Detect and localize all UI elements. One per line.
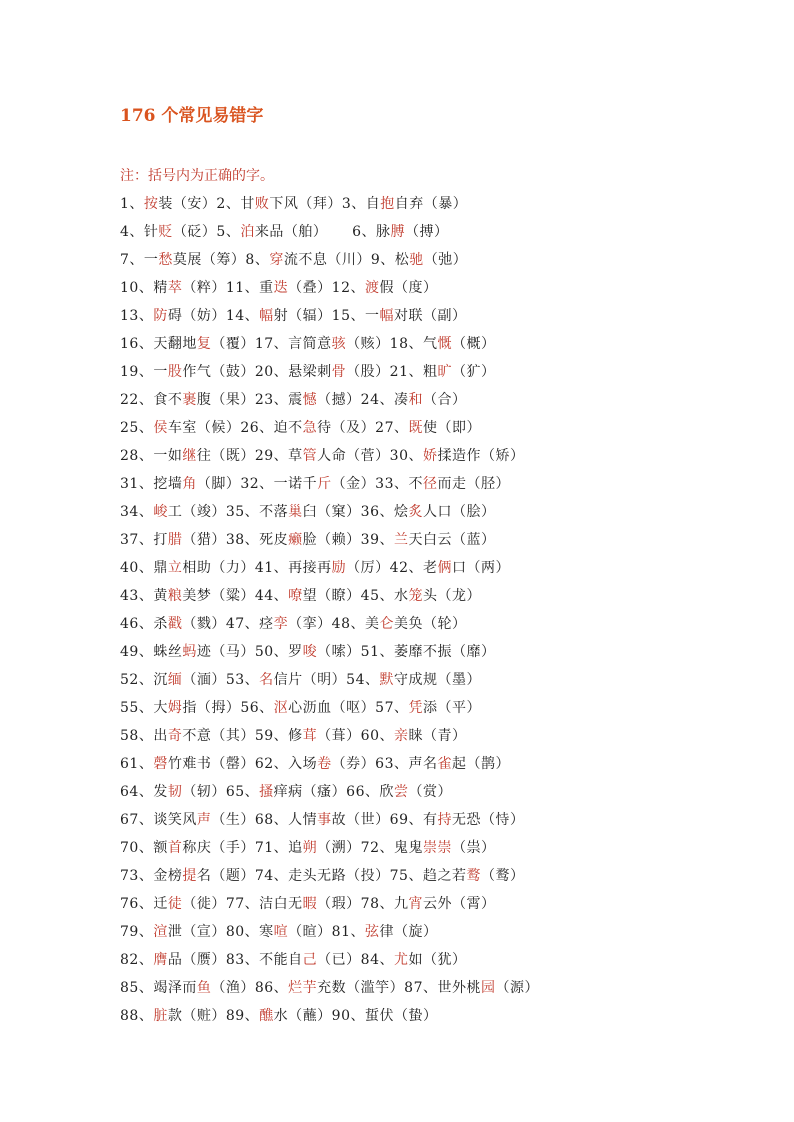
wrong-char: 萃 — [167, 280, 183, 296]
wrong-char: 凭 — [408, 700, 423, 716]
line-text: 头（龙） — [422, 588, 481, 604]
line-text: （瑕）78、九 — [317, 896, 409, 912]
line-text: 口（两） — [451, 560, 510, 576]
wrong-char: 愁 — [158, 252, 173, 268]
wrong-char: 戳 — [167, 616, 183, 632]
line-text: （叠）12、 — [288, 280, 365, 296]
line-text: （粹）11、重 — [182, 280, 274, 296]
wrong-char: 抱 — [380, 196, 395, 212]
wrong-char: 急 — [302, 420, 318, 436]
line-text: （挛）48、美 — [288, 616, 380, 632]
wrong-char: 暇 — [302, 896, 318, 912]
line-text: 58、出 — [120, 728, 168, 744]
wrong-char: 渲 — [153, 924, 168, 940]
wrong-char: 和 — [408, 392, 423, 408]
line-text: 人口（脍） — [422, 504, 496, 520]
line-text: 假（度） — [379, 280, 438, 296]
wrong-char: 贬 — [158, 224, 173, 240]
line-text: （股）21、粗 — [346, 364, 438, 380]
wrong-char: 尤 — [393, 952, 409, 968]
line-text: 脸（赖）39、 — [302, 532, 394, 548]
line-text: （合） — [422, 392, 467, 408]
wrong-char: 慨 — [437, 336, 452, 352]
line-text: 品（赝）83、不能自 — [167, 952, 303, 968]
line-text: 指（拇）56、 — [182, 700, 274, 716]
line-text: 31、挖墙 — [120, 476, 183, 492]
line-text: 10、精 — [120, 280, 168, 296]
line-text: （湎）53、 — [182, 672, 260, 688]
line-text: 称庆（手）71、追 — [182, 840, 303, 856]
wrong-char: 斤 — [317, 476, 332, 492]
wrong-char: 烂芋 — [288, 980, 318, 996]
line-text: （溯）72、鬼鬼 — [317, 840, 423, 856]
wrong-char: 搔 — [259, 784, 274, 800]
line-text: （嗦）51、萎靡不振（靡） — [317, 644, 496, 660]
wrong-char: 沤 — [273, 700, 289, 716]
line-text: 70、额 — [120, 840, 168, 856]
line-text: 揉造作（矫） — [437, 448, 525, 464]
list-item — [120, 1006, 760, 1034]
wrong-char: 园 — [480, 980, 496, 996]
wrong-char: 励 — [331, 560, 347, 576]
list-item — [120, 698, 760, 726]
line-text: 碍（妨）14、 — [167, 308, 260, 324]
wrong-char: 脏 — [153, 1008, 168, 1024]
wrong-char: 徒 — [167, 896, 183, 912]
list-item — [120, 558, 760, 586]
list-item — [120, 334, 760, 362]
wrong-char: 防 — [153, 308, 168, 324]
wrong-char: 缅 — [167, 672, 183, 688]
line-text: 泄（宣）80、寒 — [167, 924, 274, 940]
wrong-char: 朔 — [302, 840, 318, 856]
wrong-char: 韧 — [167, 784, 183, 800]
wrong-char: 角 — [182, 476, 197, 492]
list-item — [120, 502, 760, 530]
wrong-char: 崇崇 — [422, 840, 452, 856]
line-text: 痒病（瘙）66、欣 — [273, 784, 394, 800]
note-text: 注：括号内为正确的字。 — [120, 168, 274, 184]
line-text: 望（瞭）45、水 — [302, 588, 409, 604]
wrong-char: 渡 — [364, 280, 380, 296]
wrong-char: 姆 — [167, 700, 183, 716]
wrong-char: 裹 — [182, 392, 197, 408]
wrong-char: 雀 — [437, 756, 452, 772]
line-text: 云外（霄） — [422, 896, 496, 912]
list-item — [120, 222, 760, 250]
wrong-char: 憾 — [302, 392, 318, 408]
line-text: 7、一 — [120, 252, 159, 268]
wrong-char: 巢 — [288, 504, 303, 520]
wrong-char: 亲 — [393, 728, 409, 744]
line-text: （猎）38、死皮 — [182, 532, 289, 548]
wrong-char: 鹜 — [466, 868, 481, 884]
line-text: 流不息（川）9、松 — [283, 252, 410, 268]
list-item — [120, 950, 760, 978]
line-text: 腹（果）23、震 — [196, 392, 303, 408]
wrong-char: 提 — [182, 868, 197, 884]
line-text: 工（竣）35、不落 — [167, 504, 289, 520]
wrong-char: 俩 — [437, 560, 452, 576]
wrong-char: 复 — [196, 336, 212, 352]
list-item — [120, 894, 760, 922]
line-text: （徙）77、洁白无 — [182, 896, 303, 912]
line-text: 88、 — [120, 1008, 154, 1024]
list-item — [120, 586, 760, 614]
wrong-char: 茸 — [302, 728, 318, 744]
line-text: 作气（鼓）20、悬梁刺 — [182, 364, 332, 380]
line-text: 天白云（蓝） — [408, 532, 496, 548]
wrong-char: 事 — [317, 812, 332, 828]
wrong-char: 膺 — [153, 952, 168, 968]
line-text: 射（辐）15、一 — [273, 308, 380, 324]
line-text: 79、 — [120, 924, 154, 940]
line-text: 相助（力）41、再接再 — [182, 560, 332, 576]
list-item — [120, 530, 760, 558]
wrong-char: 败 — [254, 196, 270, 212]
line-text: 不意（其）59、修 — [182, 728, 303, 744]
wrong-char: 驰 — [409, 252, 424, 268]
line-text: （渔）86、 — [211, 980, 289, 996]
wrong-char: 股 — [167, 364, 183, 380]
line-text: 装（安）2、甘 — [158, 196, 255, 212]
line-text: 美奂（轮） — [393, 616, 467, 632]
line-text: 心沥血（呕）57、 — [288, 700, 409, 716]
line-text: （金）33、不 — [331, 476, 423, 492]
wrong-char: 孪 — [273, 616, 289, 632]
wrong-char: 持 — [437, 812, 452, 828]
wrong-char: 立 — [167, 560, 183, 576]
line-text: （生）68、人情 — [211, 812, 318, 828]
line-text: （暄）81、 — [288, 924, 365, 940]
line-text: 19、一 — [120, 364, 168, 380]
list-item — [120, 306, 760, 334]
line-text: （覆）17、言简意 — [211, 336, 332, 352]
line-text: 律（旋） — [379, 924, 438, 940]
wrong-char: 泊 — [240, 224, 255, 240]
list-item — [120, 278, 760, 306]
wrong-char: 卷 — [317, 756, 332, 772]
wrong-char: 径 — [422, 476, 438, 492]
list-item — [120, 866, 760, 894]
line-text: 莫展（筹）8、 — [172, 252, 270, 268]
line-text: （祟） — [451, 840, 496, 856]
wrong-char: 骇 — [331, 336, 347, 352]
line-text: 信片（明）54、 — [273, 672, 380, 688]
wrong-char: 嘹 — [288, 588, 303, 604]
line-text: 下风（拜）3、自 — [269, 196, 381, 212]
line-text: 34、 — [120, 504, 154, 520]
line-text: 40、鼎 — [120, 560, 168, 576]
line-text: 16、天翻地 — [120, 336, 197, 352]
line-text: 22、食不 — [120, 392, 183, 408]
wrong-char: 峻 — [153, 504, 168, 520]
list-item — [120, 670, 760, 698]
wrong-char: 娇 — [422, 448, 438, 464]
line-text: 49、蛛丝 — [120, 644, 183, 660]
line-text: 76、迁 — [120, 896, 168, 912]
line-text: 37、打 — [120, 532, 168, 548]
line-text: 无恐（恃） — [451, 812, 525, 828]
line-text: （戮）47、痉 — [182, 616, 274, 632]
line-text: 28、一如 — [120, 448, 183, 464]
wrong-char: 旷 — [437, 364, 452, 380]
wrong-char: 迭 — [273, 280, 289, 296]
line-text: （概） — [451, 336, 496, 352]
line-text: 1、 — [120, 196, 144, 212]
line-text: 85、竭泽而 — [120, 980, 197, 996]
wrong-char: 侯 — [153, 420, 168, 436]
wrong-char: 兰 — [393, 532, 409, 548]
list-item — [120, 838, 760, 866]
wrong-char: 奇 — [167, 728, 183, 744]
wrong-char: 管 — [302, 448, 318, 464]
line-text: 待（及）27、 — [317, 420, 409, 436]
wrong-char: 继 — [182, 448, 197, 464]
line-text: 67、谈笑风 — [120, 812, 197, 828]
wrong-char: 幅 — [379, 308, 394, 324]
line-text: 52、沉 — [120, 672, 168, 688]
line-text: 13、 — [120, 308, 154, 324]
typo-list — [120, 194, 760, 1034]
wrong-char: 尝 — [393, 784, 409, 800]
list-item — [120, 922, 760, 950]
line-text: （弛） — [423, 252, 468, 268]
line-text: 车室（候）26、迫不 — [167, 420, 303, 436]
list-item — [120, 362, 760, 390]
line-text: （砭）5、 — [172, 224, 241, 240]
line-text: 充数（滥竽）87、世外桃 — [317, 980, 481, 996]
wrong-char: 宵 — [408, 896, 423, 912]
wrong-char: 仑 — [379, 616, 394, 632]
wrong-char: 弦 — [364, 924, 380, 940]
line-text: 睐（青） — [408, 728, 467, 744]
line-text: 使（即） — [422, 420, 481, 436]
line-text: （已）84、 — [317, 952, 394, 968]
line-text: 臼（窠）36、烩 — [302, 504, 409, 520]
line-text: （赅）18、气 — [346, 336, 438, 352]
line-text: （源） — [495, 980, 539, 996]
line-text: （厉）42、老 — [346, 560, 438, 576]
line-text: （赏） — [408, 784, 452, 800]
line-text: 迹（马）50、罗 — [196, 644, 303, 660]
line-text: 如（犹） — [408, 952, 467, 968]
wrong-char: 蚂 — [182, 644, 197, 660]
line-text: 人命（菅）30、 — [317, 448, 423, 464]
list-item — [120, 446, 760, 474]
line-text: 添（平） — [422, 700, 481, 716]
wrong-char: 磬 — [153, 756, 168, 772]
line-text: 水（蘸）90、蜇伏（蛰） — [273, 1008, 438, 1024]
list-item — [120, 194, 760, 222]
line-text: 25、 — [120, 420, 154, 436]
line-text: 55、大 — [120, 700, 168, 716]
line-text: 自弃（暴） — [394, 196, 468, 212]
wrong-char: 按 — [143, 196, 159, 212]
wrong-char: 声 — [196, 812, 212, 828]
line-text: （搏） — [405, 224, 449, 240]
line-text: 起（鹊） — [451, 756, 510, 772]
line-text: （鹜） — [480, 868, 525, 884]
wrong-char: 骨 — [331, 364, 347, 380]
line-text: 往（既）29、草 — [196, 448, 303, 464]
wrong-char: 默 — [379, 672, 394, 688]
line-text: 守成规（墨） — [393, 672, 481, 688]
list-item — [120, 642, 760, 670]
wrong-char: 名 — [259, 672, 274, 688]
wrong-char: 己 — [302, 952, 318, 968]
line-text: 61、 — [120, 756, 154, 772]
line-text: 对联（副） — [393, 308, 467, 324]
line-text: 4、针 — [120, 224, 159, 240]
line-text: 73、金榜 — [120, 868, 183, 884]
list-item — [120, 782, 760, 810]
wrong-char: 笼 — [408, 588, 423, 604]
line-text: 来品（舶） 6、脉 — [254, 224, 391, 240]
line-text: 名（题）74、走头无路（投）75、趋之若 — [196, 868, 467, 884]
wrong-char: 唆 — [302, 644, 318, 660]
wrong-char: 既 — [408, 420, 423, 436]
line-text: （脚）32、一诺千 — [196, 476, 318, 492]
list-item — [120, 726, 760, 754]
list-item — [120, 614, 760, 642]
line-text: （轫）65、 — [182, 784, 260, 800]
line-text: （犷） — [451, 364, 496, 380]
line-text: 美梦（粱）44、 — [182, 588, 289, 604]
wrong-char: 醮 — [259, 1008, 274, 1024]
line-text: 43、黄 — [120, 588, 168, 604]
list-item — [120, 418, 760, 446]
list-item — [120, 810, 760, 838]
line-text: （撼）24、凑 — [317, 392, 409, 408]
list-item — [120, 390, 760, 418]
line-text: 而走（胫） — [437, 476, 510, 492]
line-text: 竹难书（罄）62、入场 — [167, 756, 318, 772]
line-text: 款（赃）89、 — [167, 1008, 260, 1024]
line-text: 64、发 — [120, 784, 168, 800]
line-text: （券）63、声名 — [331, 756, 438, 772]
wrong-char: 癞 — [288, 532, 303, 548]
wrong-char: 幅 — [259, 308, 274, 324]
line-text: 故（世）69、有 — [331, 812, 438, 828]
wrong-char: 首 — [167, 840, 183, 856]
line-text: （葺）60、 — [317, 728, 394, 744]
wrong-char: 炙 — [408, 504, 423, 520]
wrong-char: 鱼 — [196, 980, 212, 996]
wrong-char: 腊 — [167, 532, 183, 548]
list-item — [120, 474, 760, 502]
list-item — [120, 978, 760, 1006]
document-title: 176 个常见易错字 — [120, 106, 264, 126]
list-item — [120, 250, 760, 278]
list-item — [120, 754, 760, 782]
line-text: 46、杀 — [120, 616, 168, 632]
wrong-char: 穿 — [269, 252, 284, 268]
line-text: 82、 — [120, 952, 154, 968]
wrong-char: 膊 — [390, 224, 406, 240]
wrong-char: 喧 — [273, 924, 289, 940]
wrong-char: 粮 — [167, 588, 183, 604]
